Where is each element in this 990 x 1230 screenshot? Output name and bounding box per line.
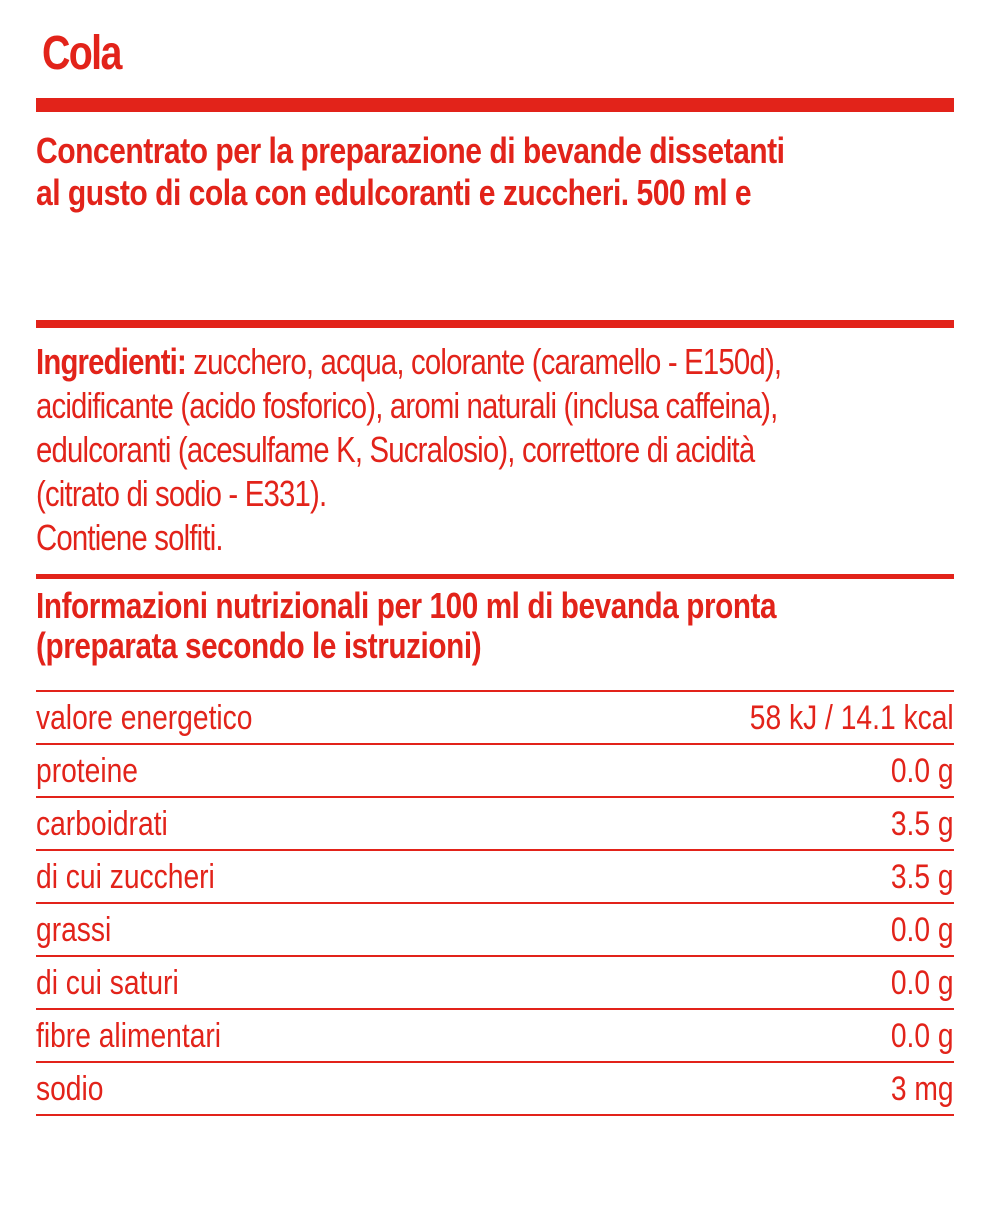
ingredients-label: Ingredienti: bbox=[36, 341, 186, 382]
ingredients-divider bbox=[36, 574, 954, 579]
product-title: Cola bbox=[42, 27, 121, 80]
nutrient-name: fibre alimentari bbox=[36, 1017, 222, 1055]
nutrient-name: carboidrati bbox=[36, 805, 168, 843]
table-row bbox=[36, 743, 954, 796]
ingredients-line-4: (citrato di sodio - E331). bbox=[36, 473, 327, 514]
table-row bbox=[36, 849, 954, 902]
description-divider bbox=[36, 320, 954, 328]
table-row bbox=[36, 1061, 954, 1116]
table-row bbox=[36, 955, 954, 1008]
nutrient-value: 3.5 g bbox=[891, 858, 954, 896]
nutrition-heading-line-1: Informazioni nutrizionali per 100 ml di bevanda pronta bbox=[36, 585, 777, 626]
table-row bbox=[36, 796, 954, 849]
description-line-1: Concentrato per la preparazione di bevande dissetanti bbox=[36, 130, 785, 171]
nutrient-value: 0.0 g bbox=[891, 964, 954, 1002]
ingredients-line-3: edulcoranti (acesulfame K, Sucralosio), correttore di acidità bbox=[36, 429, 755, 470]
nutrient-value: 3 mg bbox=[891, 1070, 954, 1108]
nutrient-name: sodio bbox=[36, 1070, 104, 1108]
nutrient-name: grassi bbox=[36, 911, 112, 949]
title-divider bbox=[36, 98, 954, 112]
nutrient-value: 0.0 g bbox=[891, 1017, 954, 1055]
nutrient-value: 0.0 g bbox=[891, 752, 954, 790]
ingredients-block bbox=[36, 340, 957, 560]
description-line-2: al gusto di cola con edulcoranti e zuccheri. 500 ml e bbox=[36, 172, 752, 213]
nutrient-value: 3.5 g bbox=[891, 805, 954, 843]
nutrition-heading-line-2: (preparata secondo le istruzioni) bbox=[36, 625, 482, 666]
nutrient-name: valore energetico bbox=[36, 699, 253, 737]
nutrition-table bbox=[36, 690, 954, 1116]
nutrient-value: 58 kJ / 14.1 kcal bbox=[750, 699, 954, 737]
nutrient-name: di cui saturi bbox=[36, 964, 179, 1002]
ingredients-text-1: zucchero, acqua, colorante (caramello - E150d), bbox=[185, 341, 782, 382]
table-row bbox=[36, 1008, 954, 1061]
nutrient-name: di cui zuccheri bbox=[36, 858, 215, 896]
ingredients-line-2: acidificante (acido fosforico), aromi naturali (inclusa caffeina), bbox=[36, 385, 778, 426]
product-description bbox=[36, 130, 955, 214]
nutrition-heading bbox=[36, 586, 960, 666]
nutrient-name: proteine bbox=[36, 752, 138, 790]
table-row bbox=[36, 690, 954, 743]
nutrient-value: 0.0 g bbox=[891, 911, 954, 949]
ingredients-line-1 bbox=[36, 340, 957, 384]
ingredients-line-5: Contiene solfiti. bbox=[36, 517, 223, 558]
table-row bbox=[36, 902, 954, 955]
